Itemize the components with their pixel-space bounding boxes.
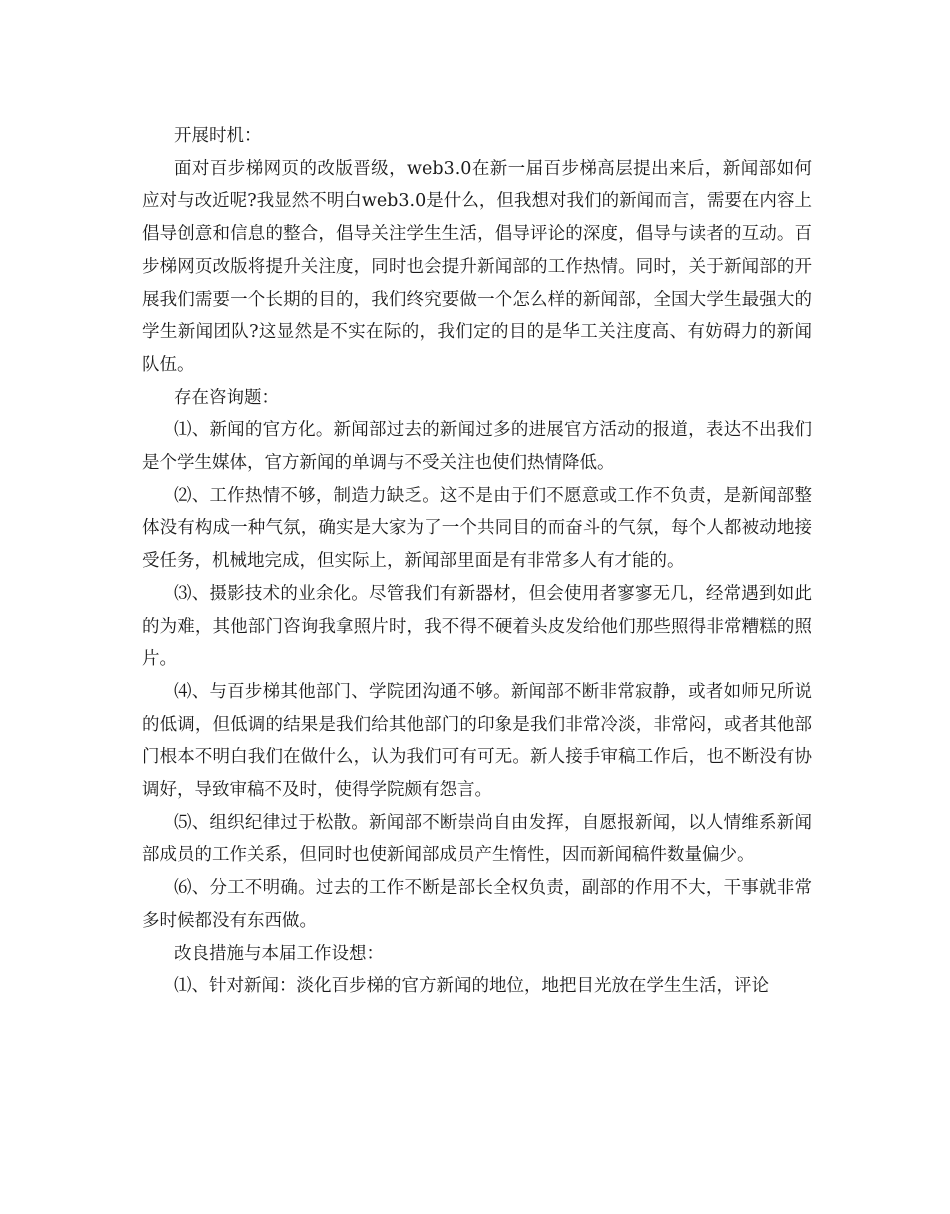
heading-problems: 存在咨询题： xyxy=(174,387,279,408)
problem-item-4: ⑷、与百步梯其他部门、学院团沟通不够。新闻部不断非常寂静，或者如师兄所说的低调，但低调的结果是我们给其他部门的印象是我们非常冷淡，非常闷，或者其他部门根本不明白我们在做什么，认为我们可有可无。新人接手审稿工作后，也不断没有协调好，导致审稿不及时，使得学院颇有怨言。 xyxy=(142,681,812,801)
problem-item-5: ⑸、组织纪律过于松散。新闻部不断崇尚自由发挥，自愿报新闻，以人情维系新闻部成员的工作关系，但同时也使新闻部成员产生惰性，因而新闻稿件数量偏少。 xyxy=(142,812,812,866)
heading-improvements: 改良措施与本届工作设想： xyxy=(174,943,384,964)
problem-item-6: ⑹、分工不明确。过去的工作不断是部长全权负责，副部的作用不大，干事就非常多时候都没有东西做。 xyxy=(142,878,812,931)
problem-item-3: ⑶、摄影技术的业余化。尽管我们有新器材，但会使用者寥寥无几，经常遇到如此的为难，其他部门咨询我拿照片时，我不得不硬着头皮发给他们那些照得非常糟糕的照片。 xyxy=(142,583,812,670)
heading-timing: 开展时机： xyxy=(174,126,262,146)
document-body xyxy=(142,120,812,1003)
problem-item-1: ⑴、新闻的官方化。新闻部过去的新闻过多的进展官方活动的报道，表达不出我们是个学生媒体，官方新闻的单调与不受关注也使们热情降低。 xyxy=(142,420,812,474)
paragraph-web30-plan: 面对百步梯网页的改版晋级，web3.0在新一届百步梯高层提出来后，新闻部如何应对与改近呢?我显然不明白web3.0是什么，但我想对我们的新闻而言，需要在内容上倡导创意和信息的整合，倡导关注学生生活，倡导评论的深度，倡导与读者的互动。百步梯网页改版将提升关注度，同时也会提升新闻部的工作热情。同时，关于新闻部的开展我们需要一个长期的目的，我们终究要做一个怎么样的新闻部，全国大学生最强大的学生新闻团队?这显然是不实在际的，我们定的目的是华工关注度高、有妨碍力的新闻队伍。 xyxy=(142,158,812,375)
problem-item-2: ⑵、工作热情不够，制造力缺乏。这不是由于们不愿意或工作不负责，是新闻部整体没有构成一种气氛，确实是大家为了一个共同目的而奋斗的气氛，每个人都被动地接受任务，机械地完成，但实际上，新闻部里面是有非常多人有才能的。 xyxy=(142,485,812,572)
improvement-item-1: ⑴、针对新闻：淡化百步梯的官方新闻的地位，地把目光放在学生生活，评论 xyxy=(174,976,769,997)
